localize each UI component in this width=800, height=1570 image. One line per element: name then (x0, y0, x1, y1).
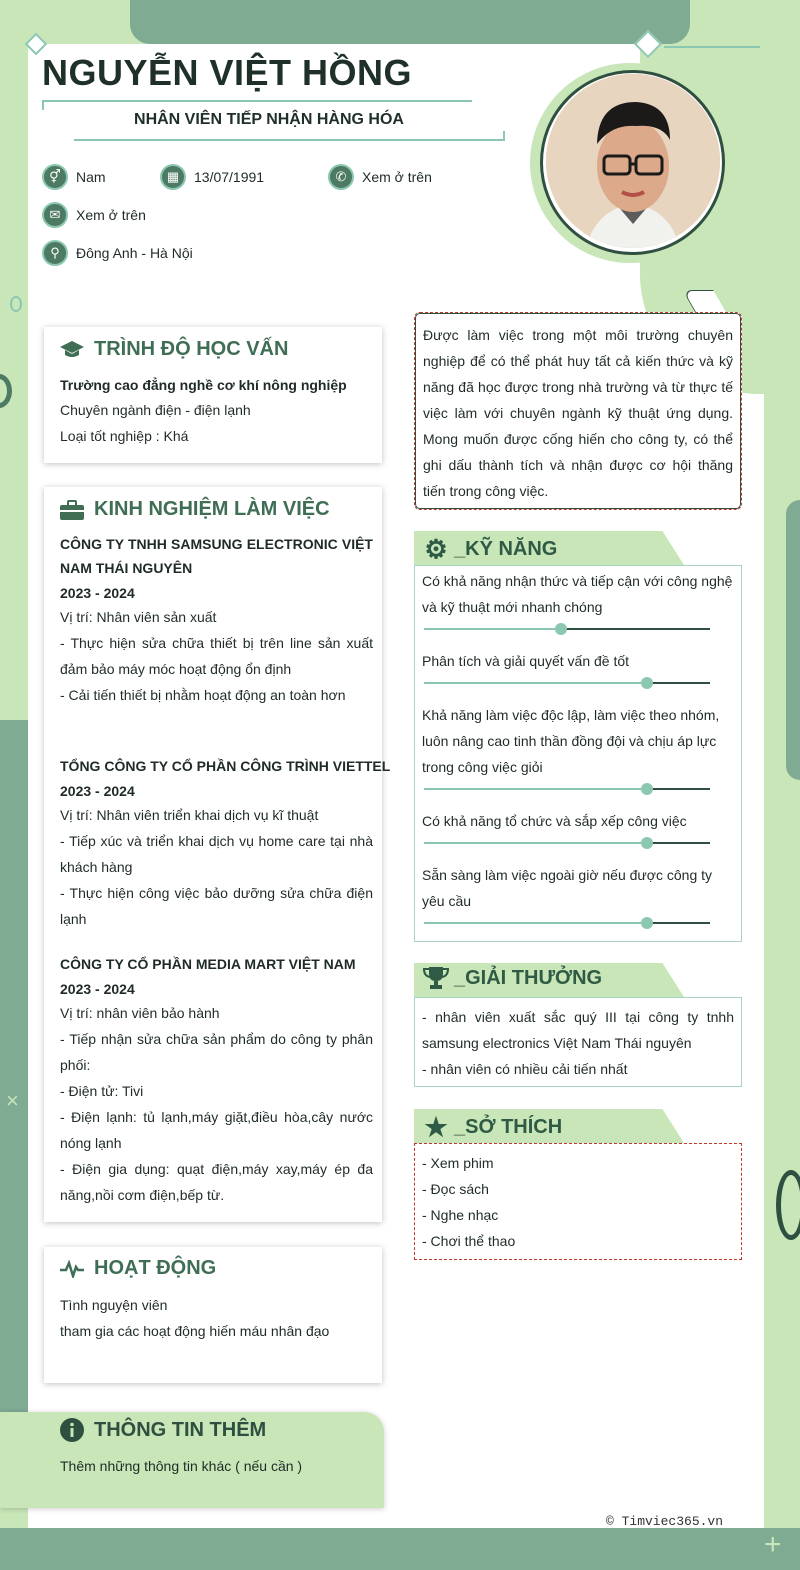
education-school: Trường cao đẳng nghề cơ khí nông nghiệp (60, 377, 347, 393)
experience-heading (60, 498, 330, 521)
skill-4-bar-fill (424, 842, 647, 844)
awards-line-2: - nhân viên có nhiều cải tiến nhất (422, 1061, 628, 1077)
background-top-shape (130, 0, 690, 44)
skill-1-bar-dot (555, 623, 567, 635)
hobby-item: - Đọc sách (422, 1181, 489, 1197)
trophy-icon (422, 966, 450, 990)
background-bottom-left-shape (0, 720, 28, 1420)
job-2-period: 2023 - 2024 (60, 783, 135, 799)
hobby-item: - Nghe nhạc (422, 1207, 499, 1223)
skill-3-bar-dot (641, 783, 653, 795)
awards-heading-text: _GIẢI THƯỞNG (454, 966, 603, 989)
job-2-duty-1: - Tiếp xúc và triển khai dịch vụ home care tại nhà khách hàng (60, 833, 373, 875)
decor-x-left: × (6, 1088, 19, 1113)
name-underline-tick (42, 100, 44, 110)
job-3-duty-1: - Tiếp nhận sửa chữa sản phẩm do công ty phân phối: (60, 1031, 373, 1073)
decor-top-right-frame (664, 46, 760, 48)
gender-value: Nam (76, 169, 106, 185)
briefcase-icon (60, 500, 84, 520)
job-3-position: Vị trí: nhân viên bảo hành (60, 1005, 220, 1021)
gender-icon: ⚥ (42, 164, 68, 190)
pulse-icon (60, 1260, 84, 1278)
job-3-duty-2: - Điện tử: Tivi (60, 1083, 144, 1099)
skill-3-bar-fill (424, 788, 647, 790)
job-2-position: Vị trí: Nhân viên triển khai dịch vụ kĩ thuật (60, 807, 319, 823)
background-right-shape (764, 44, 800, 1528)
info-gender (42, 164, 106, 190)
education-heading-text: TRÌNH ĐỘ HỌC VẤN (94, 338, 289, 360)
job-title: NHÂN VIÊN TIẾP NHẬN HÀNG HÓA (134, 111, 404, 128)
skill-5-text: Sẵn sàng làm việc ngoài giờ nếu được công ty yêu cầu (422, 867, 713, 909)
education-grade: Loại tốt nghiệp : Khá (60, 428, 189, 444)
extra-info-text: Thêm những thông tin khác ( nếu cần ) (60, 1458, 303, 1474)
gear-icon: ⚙ (424, 534, 448, 564)
info-icon (60, 1418, 84, 1442)
awards-heading (422, 966, 602, 990)
job-2-company: TỔNG CÔNG TY CỔ PHẦN CÔNG TRÌNH VIETTEL (60, 758, 391, 774)
education-major: Chuyên ngành điện - điện lạnh (60, 402, 251, 418)
decor-plus-right: + (764, 1528, 782, 1561)
location-icon: ⚲ (42, 240, 68, 266)
activities-line-2: tham gia các hoạt động hiến máu nhân đạo (60, 1323, 330, 1339)
job-3-period: 2023 - 2024 (60, 981, 135, 997)
job-1-company: CÔNG TY TNHH SAMSUNG ELECTRONIC VIỆT NAM THÁI NGUYÊN (60, 536, 373, 576)
hobby-item: - Chơi thể thao (422, 1233, 516, 1249)
calendar-icon: ▦ (160, 164, 186, 190)
skill-5-bar-dot (641, 917, 653, 929)
star-icon: ★ (424, 1112, 448, 1142)
candidate-name: NGUYỄN VIỆT HỒNG (42, 52, 413, 93)
address-value: Đông Anh - Hà Nội (76, 245, 193, 261)
extra-info-heading (60, 1418, 266, 1442)
skill-4-bar-dot (641, 837, 653, 849)
skill-3-text: Khả năng làm việc độc lập, làm việc theo nhóm, luôn nâng cao tinh thần đồng đội và chịu áp lực trong công việc giỏi (422, 707, 720, 775)
job-2-duty-2: - Thực hiện công việc bảo dưỡng sửa chữa điện lạnh (60, 885, 373, 927)
decor-arc-right (776, 1170, 800, 1240)
info-address (42, 240, 193, 266)
info-phone (328, 164, 432, 190)
skill-2-text: Phân tích và giải quyết vấn đề tốt (422, 653, 630, 669)
footer-credit: © Timviec365.vn (606, 1514, 724, 1529)
skill-1-bar (424, 628, 710, 630)
info-birthday (160, 164, 264, 190)
job-1-duty-2: - Cải tiến thiết bị nhằm hoạt động an toàn hơn (60, 687, 346, 703)
job-1-period: 2023 - 2024 (60, 585, 135, 601)
job-3-company: CÔNG TY CỔ PHẦN MEDIA MART VIỆT NAM (60, 956, 356, 972)
skill-5-bar-fill (424, 922, 647, 924)
email-value[interactable]: Xem ở trên (76, 207, 146, 223)
hobbies-heading-text: _SỞ THÍCH (454, 1116, 563, 1138)
skill-3-bar (424, 788, 710, 790)
title-underline-tick (503, 131, 505, 141)
avatar (546, 74, 720, 248)
decor-circle-left (10, 296, 22, 312)
skills-heading-text: _KỸ NĂNG (454, 538, 558, 560)
skill-4-bar (424, 842, 710, 844)
skill-1-text: Có khả năng nhận thức và tiếp cận với công nghệ và kỹ thuật mới nhanh chóng (422, 573, 733, 615)
job-3-duty-3: - Điện lạnh: tủ lạnh,máy giặt,điều hòa,cây nước nóng lạnh (60, 1109, 373, 1151)
phone-icon: ✆ (328, 164, 354, 190)
avatar-photo (546, 74, 720, 248)
skill-2-bar-dot (641, 677, 653, 689)
title-underline (74, 139, 504, 141)
birthday-value: 13/07/1991 (194, 169, 265, 185)
job-3-duty-4: - Điện gia dụng: quạt điện,máy xay,máy ép đa năng,nồi cơm điện,bếp từ. (60, 1161, 373, 1203)
objective-text: Được làm việc trong một môi trường chuyên nghiệp để có thể phát huy tất cả kiến thức và kỹ năng đã học được trong nhà trường và từ thực tế việc làm với chuyên ngành kỹ thuật ứng dụng. Mong muốn được cống hiến cho công ty, có thể ghi dấu thành tích và nhận được cơ hội thăng tiến trong công việc. (423, 327, 733, 499)
decor-arc-left (0, 374, 12, 408)
background-bottom-shape (0, 1528, 800, 1570)
hobby-item: - Xem phim (422, 1155, 494, 1171)
activities-heading-text: HOẠT ĐỘNG (94, 1257, 217, 1279)
info-email (42, 202, 146, 228)
skill-4-text: Có khả năng tổ chức và sắp xếp công việc (422, 813, 687, 829)
skill-2-bar (424, 682, 710, 684)
experience-heading-text: KINH NGHIỆM LÀM VIỆC (94, 498, 330, 520)
graduation-cap-icon (60, 341, 84, 359)
skill-1-bar-fill (424, 628, 561, 630)
skills-heading (422, 534, 557, 565)
job-1-duty-1: - Thực hiện sửa chữa thiết bị trên line sản xuất đảm bảo máy móc hoạt động ổn định (60, 635, 373, 677)
awards-line-1: - nhân viên xuất sắc quý III tại công ty tnhh samsung electronics Việt Nam Thái nguyên (422, 1009, 734, 1051)
extra-info-heading-text: THÔNG TIN THÊM (94, 1418, 267, 1441)
skill-2-bar-fill (424, 682, 647, 684)
activities-line-1: Tình nguyện viên (60, 1297, 168, 1313)
activities-heading (60, 1257, 216, 1280)
skill-5-bar (424, 922, 710, 924)
hobbies-heading (422, 1112, 562, 1143)
job-1-position: Vị trí: Nhân viên sản xuất (60, 609, 217, 625)
name-underline (42, 100, 472, 102)
phone-value[interactable]: Xem ở trên (362, 169, 432, 185)
decor-right-pill (786, 500, 800, 780)
education-heading (60, 338, 288, 361)
email-icon: ✉ (42, 202, 68, 228)
